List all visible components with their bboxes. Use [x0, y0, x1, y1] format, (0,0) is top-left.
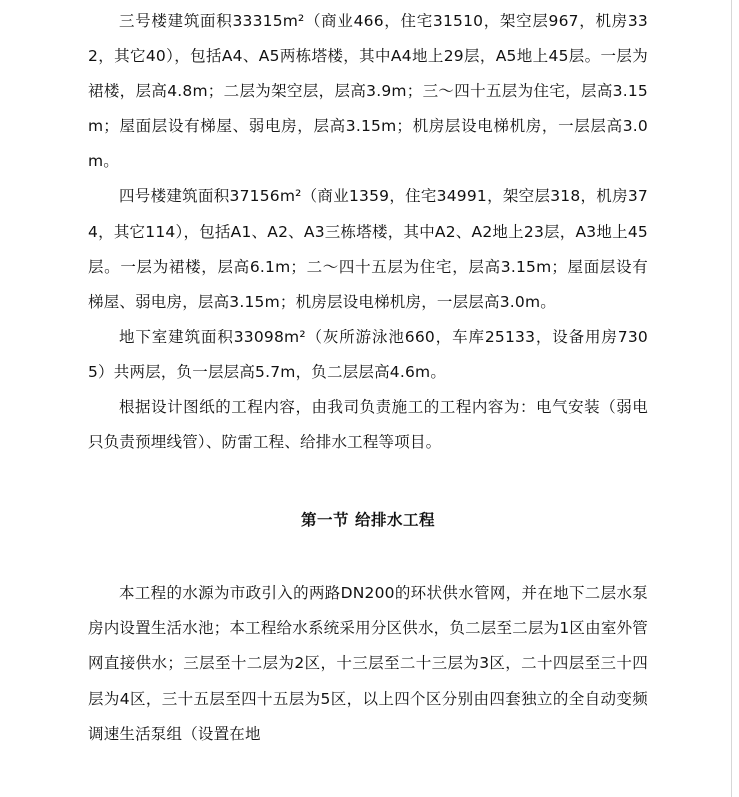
heading-spacer-top: [88, 460, 648, 509]
paragraph-building-4: 四号楼建筑面积37156m²（商业1359，住宅34991，架空层318，机房374，其它114），包括A1、A2、A3三栋塔楼，其中A2、A2地上23层，A3地上45层。一层为裙楼，层高6.1m；二～四十五层为住宅，层高3.15m；屋面层设有梯屋、弱电房，层高3.15m；机房层设电梯机房，一层层高3.0m。: [88, 187, 648, 311]
paragraph-basement: 地下室建筑面积33098m²（灰所游泳池660，车库25133，设备用房7305）共两层，负一层层高5.7m，负二层层高4.6m。: [88, 327, 648, 381]
document-content: [88, 4, 648, 752]
paragraph-scope: 根据设计图纸的工程内容，由我司负责施工的工程内容为：电气安装（弱电只负责预埋线管）、防雷工程、给排水工程等项目。: [88, 398, 648, 452]
section-heading: 第一节 给排水工程: [301, 511, 435, 530]
paragraph-building-3: 三号楼建筑面积33315m²（商业466，住宅31510，架空层967，机房332，其它40），包括A4、A5两栋塔楼，其中A4地上29层，A5地上45层。一层为裙楼，层高4.8m；二层为架空层，层高3.9m；三～四十五层为住宅，层高3.15m；屋面层设有梯屋、弱电房，层高3.15m；机房层设电梯机房，一层层高3.0m。: [88, 12, 648, 171]
heading-spacer-bottom: [88, 531, 648, 576]
page-right-edge: [731, 0, 732, 797]
paragraph-water-source: 本工程的水源为市政引入的两路DN200的环状供水管网，并在地下二层水泵房内设置生活水池；本工程给水系统采用分区供水，负二层至二层为1区由室外管网直接供水；三层至十二层为2区，十三层至二十三层为3区，二十四层至三十四层为4区，三十五层至四十五层为5区，以上四个区分别由四套独立的全自动变频调速生活泵组（设置在地: [88, 584, 648, 743]
